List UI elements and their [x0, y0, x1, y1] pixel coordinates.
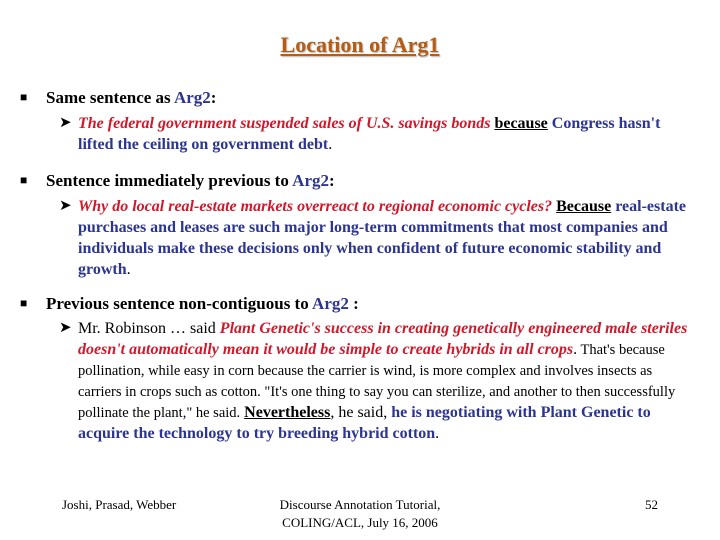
bullet-label: Previous sentence non-contiguous to — [46, 294, 313, 313]
page-number: 52 — [645, 497, 658, 512]
footer-event — [250, 496, 470, 532]
example-non-contiguous — [59, 318, 699, 444]
footer-event-line1: Discourse Annotation Tutorial, — [279, 497, 441, 512]
sentence-end: . — [573, 341, 578, 358]
arg2-label: Arg2 — [292, 171, 329, 190]
arg1-text: Why do local real-estate markets overreact to regional economic cycles? — [78, 198, 553, 215]
square-bullet-icon: ■ — [20, 90, 28, 104]
bullet-suffix: : — [210, 88, 217, 107]
bullet-same-sentence — [20, 86, 216, 109]
square-bullet-icon: ■ — [20, 173, 28, 187]
bullet-suffix: : — [329, 171, 335, 190]
example-prefix: Mr. Robinson … said — [78, 320, 220, 337]
slide-title: Location of Arg1 — [280, 32, 440, 57]
connective: Because — [556, 198, 612, 215]
arg1-text: The federal government suspended sales of U.S. savings bonds — [78, 115, 491, 132]
arg2-text: he is negotiating with Plant Genetic to acquire the technology to try breeding hybrid cotton — [78, 404, 651, 442]
sentence-end: . — [435, 425, 440, 442]
connective: because — [494, 115, 548, 132]
arg2-text: Congress hasn't lifted the ceiling on government debt — [78, 115, 661, 153]
footer-event-line2: COLING/ACL, July 16, 2006 — [282, 515, 438, 530]
sentence-end: . — [126, 261, 131, 278]
footer-authors: Joshi, Prasad, Webber — [62, 497, 177, 512]
intervening-text: That's because pollination, while easy in corn because the carrier is wind, is more complex and involves insects as carriers in crops such as cotton. "It's one thing to say you can sterilize, and another to then successfully pollinate the plant," he said. — [78, 342, 676, 421]
arg2-label: Arg2 — [312, 294, 349, 313]
arrow-bullet-icon: ➤ — [59, 115, 72, 131]
arrow-bullet-icon: ➤ — [59, 198, 72, 214]
arg1-text: Plant Genetic's success in creating genetically engineered male steriles doesn't automatically mean it would be simple to create hybrids in all crops — [78, 320, 688, 358]
example-same-sentence — [59, 113, 699, 155]
arg2-label: Arg2 — [173, 88, 211, 107]
arg2-text: real-estate purchases and leases are such major long-term commitments that most companies and individuals make these decisions only when confident of future economic stability and growth — [78, 198, 687, 278]
connective: Nevertheless — [244, 404, 331, 421]
arrow-bullet-icon: ➤ — [59, 320, 72, 336]
square-bullet-icon: ■ — [20, 296, 28, 310]
bullet-label: Sentence immediately previous to — [46, 171, 293, 190]
example-previous-sentence — [59, 196, 699, 280]
bullet-non-contiguous — [20, 292, 359, 315]
he-said: , he said, — [330, 404, 392, 421]
sentence-end: . — [328, 136, 333, 153]
bullet-label: Same sentence as — [46, 88, 174, 107]
bullet-suffix: : — [348, 294, 359, 313]
bullet-previous-sentence — [20, 169, 335, 192]
